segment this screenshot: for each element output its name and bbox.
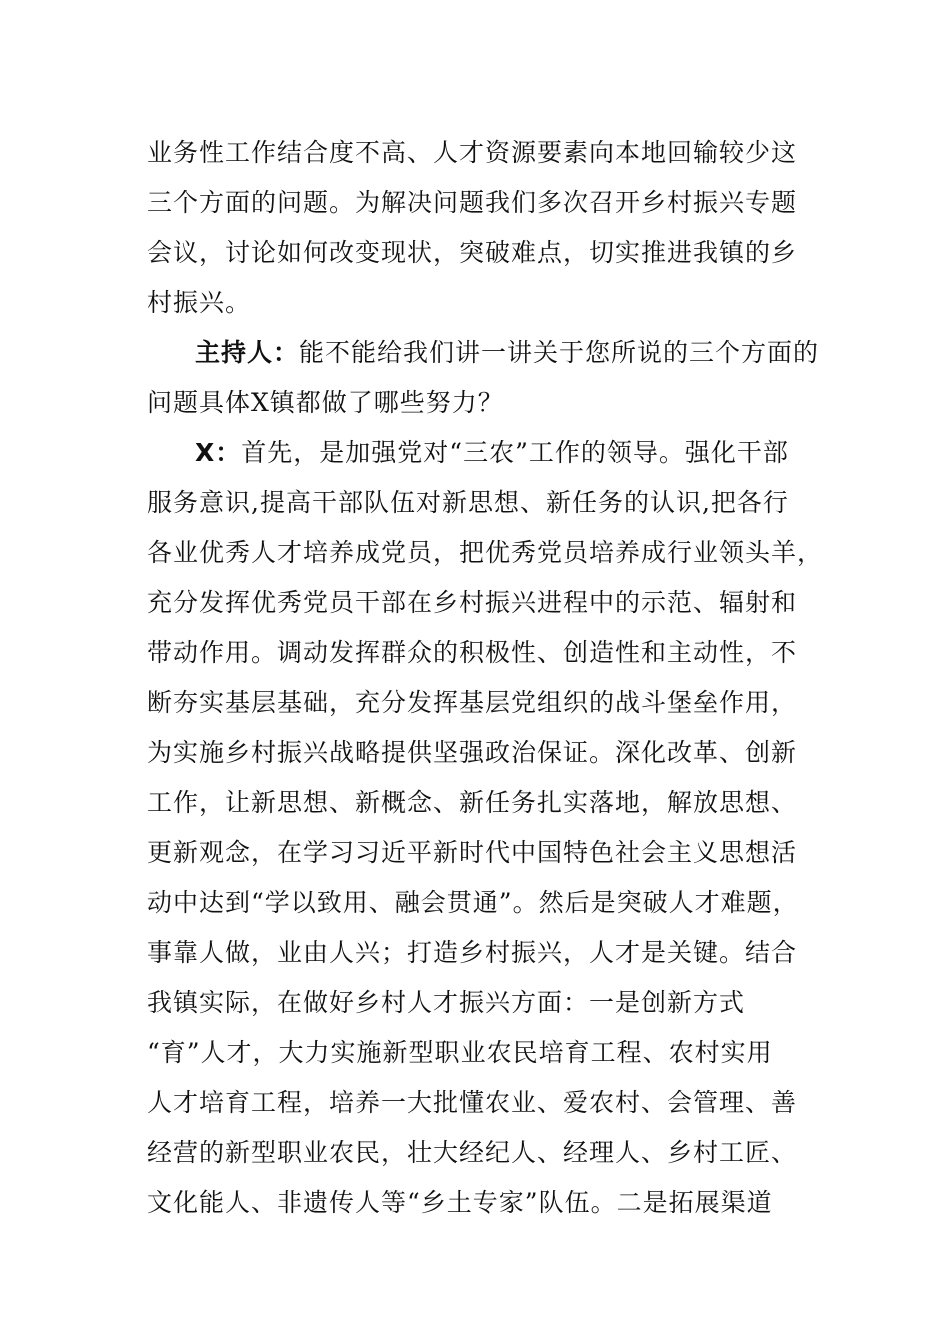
- text-line: 会议，讨论如何改变现状，突破难点，切实推进我镇的乡: [147, 238, 798, 267]
- document-body: [147, 128, 824, 1228]
- speaker-x-label: X：: [195, 438, 242, 467]
- text-line: 问题具体X镇都做了哪些努力？: [147, 388, 504, 417]
- x-answer-text: 首先，是加强党对“三农”工作的领导。强化干部: [241, 438, 789, 467]
- text-line: “育”人才，大力实施新型职业农民培育工程、农村实用: [147, 1038, 773, 1067]
- text-line: 我镇实际，在做好乡村人才振兴方面：一是创新方式: [147, 988, 746, 1017]
- text-line: 业务性工作结合度不高、人才资源要素向本地回输较少这: [147, 138, 798, 167]
- text-line: 充分发挥优秀党员干部在乡村振兴进程中的示范、辐射和: [147, 588, 798, 617]
- text-line: 经营的新型职业农民，壮大经纪人、经理人、乡村工匠、: [147, 1138, 798, 1167]
- text-line: 村振兴。: [147, 288, 252, 317]
- text-line: 三个方面的问题。为解决问题我们多次召开乡村振兴专题: [147, 188, 798, 217]
- text-line: 各业优秀人才培养成党员，把优秀党员培养成行业领头羊，: [147, 538, 824, 567]
- speaker-host-label: 主持人：: [195, 338, 300, 367]
- x-answer-line: [147, 428, 812, 478]
- host-question-line: [147, 328, 820, 378]
- text-line: 为实施乡村振兴战略提供坚强政治保证。深化改革、创新: [147, 738, 798, 767]
- text-line: 断夯实基层基础，充分发挥基层党组织的战斗堡垒作用，: [147, 688, 798, 717]
- text-line: 更新观念，在学习习近平新时代中国特色社会主义思想活: [147, 838, 798, 867]
- host-question-text: 能不能给我们讲一讲关于您所说的三个方面的: [299, 338, 820, 367]
- text-line: 服务意识,提高干部队伍对新思想、新任务的认识,把各行: [147, 488, 789, 517]
- text-line: 带动作用。调动发挥群众的积极性、创造性和主动性，不: [147, 638, 798, 667]
- text-line: 工作，让新思想、新概念、新任务扎实落地，解放思想、: [147, 788, 798, 817]
- text-line: 动中达到“学以致用、融会贯通”。然后是突破人才难题，: [147, 888, 799, 917]
- text-line: 人才培育工程，培养一大批懂农业、爱农村、会管理、善: [147, 1088, 798, 1117]
- text-line: 文化能人、非遗传人等“乡土专家”队伍。二是拓展渠道: [147, 1188, 773, 1217]
- text-line: 事靠人做，业由人兴；打造乡村振兴，人才是关键。结合: [147, 938, 798, 967]
